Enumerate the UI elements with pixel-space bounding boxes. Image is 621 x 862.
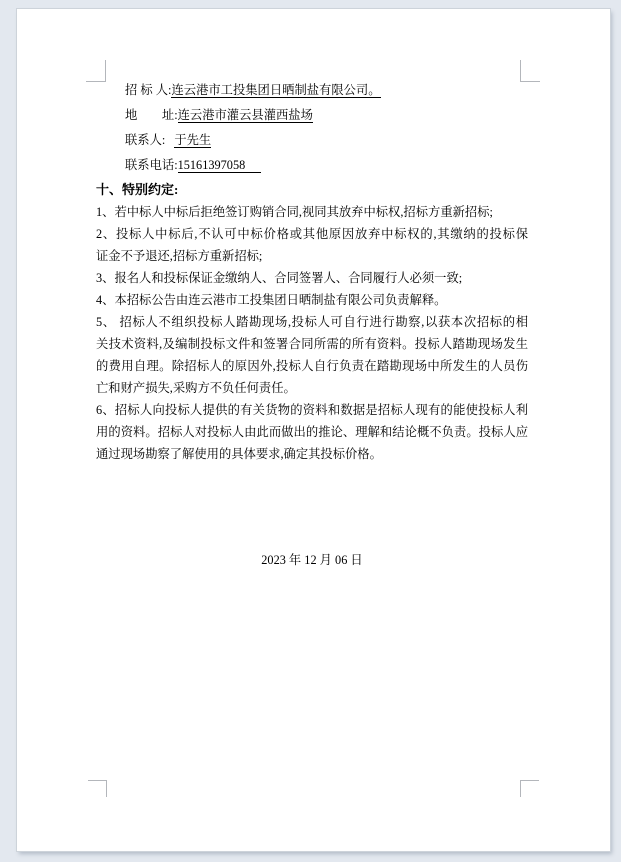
contact-value-underlined: 于先生 [174,132,212,147]
clause-line: 的费用自理。除招标人的原因外,投标人自行负责在踏勘现场中所发生的人员伤 [96,358,528,373]
contact-line-bidder [96,78,528,103]
clause-line: 6、招标人向投标人提供的有关货物的资料和数据是招标人现有的能使投标人利 [96,402,528,417]
document-date: 2023 年 12 月 06 日 [261,552,363,567]
clause-line: 亡和财产损失,采购方不负任何责任。 [96,380,296,395]
contact-value-underlined: 连云港市灌云县灌西盐场 [177,107,313,122]
clause-line: 5、 招标人不组织投标人踏勘现场,投标人可自行进行勘察,以获本次招标的相 [96,314,528,329]
margin-mark-bottom-left [88,780,107,797]
contact-line-phone [96,153,528,178]
contact-label: 联系电话: [125,157,178,172]
contact-label: 招 标 人: [125,83,172,97]
clause-line: 1、若中标人中标后拒绝签订购销合同,视同其放弃中标权,招标方重新招标; [96,204,493,219]
section-heading: 十、特别约定: [96,181,179,197]
document-page[interactable] [17,9,610,851]
special-terms-section [96,179,528,465]
contact-line-address [96,103,528,128]
clause-line: 4、本招标公告由连云港市工投集团日晒制盐有限公司负责解释。 [96,292,447,307]
contact-label: 联系人: [125,132,166,147]
clause-line: 2、投标人中标后,不认可中标价格或其他原因放弃中标权的,其缴纳的投标保 [96,226,528,241]
clause-line: 关技术资料,及编制投标文件和签署合同所需的所有资料。投标人踏勘现场发生 [96,336,528,351]
contact-value-underlined: 连云港市工投集团日晒制盐有限公司。 [171,83,381,97]
clause-paragraph [96,223,528,267]
clause-paragraph [96,201,528,223]
clause-paragraph [96,289,528,311]
clause-line: 证金不予退还,招标方重新招标; [96,248,263,263]
margin-mark-bottom-right [520,780,539,797]
contact-block [96,78,528,178]
clause-line: 通过现场勘察了解使用的具体要求,确定其投标价格。 [96,446,382,461]
contact-value-underlined: 15161397058 [178,158,262,173]
contact-line-person [96,128,528,153]
clause-line: 用的资料。招标人对投标人由此而做出的推论、理解和结论概不负责。投标人应 [96,424,528,439]
clause-paragraph [96,267,528,289]
clause-line: 3、报名人和投标保证金缴纳人、合同签署人、合同履行人必须一致; [96,270,463,285]
clause-paragraph [96,311,528,399]
clause-paragraph [96,399,528,465]
contact-label: 地 址: [125,107,178,122]
